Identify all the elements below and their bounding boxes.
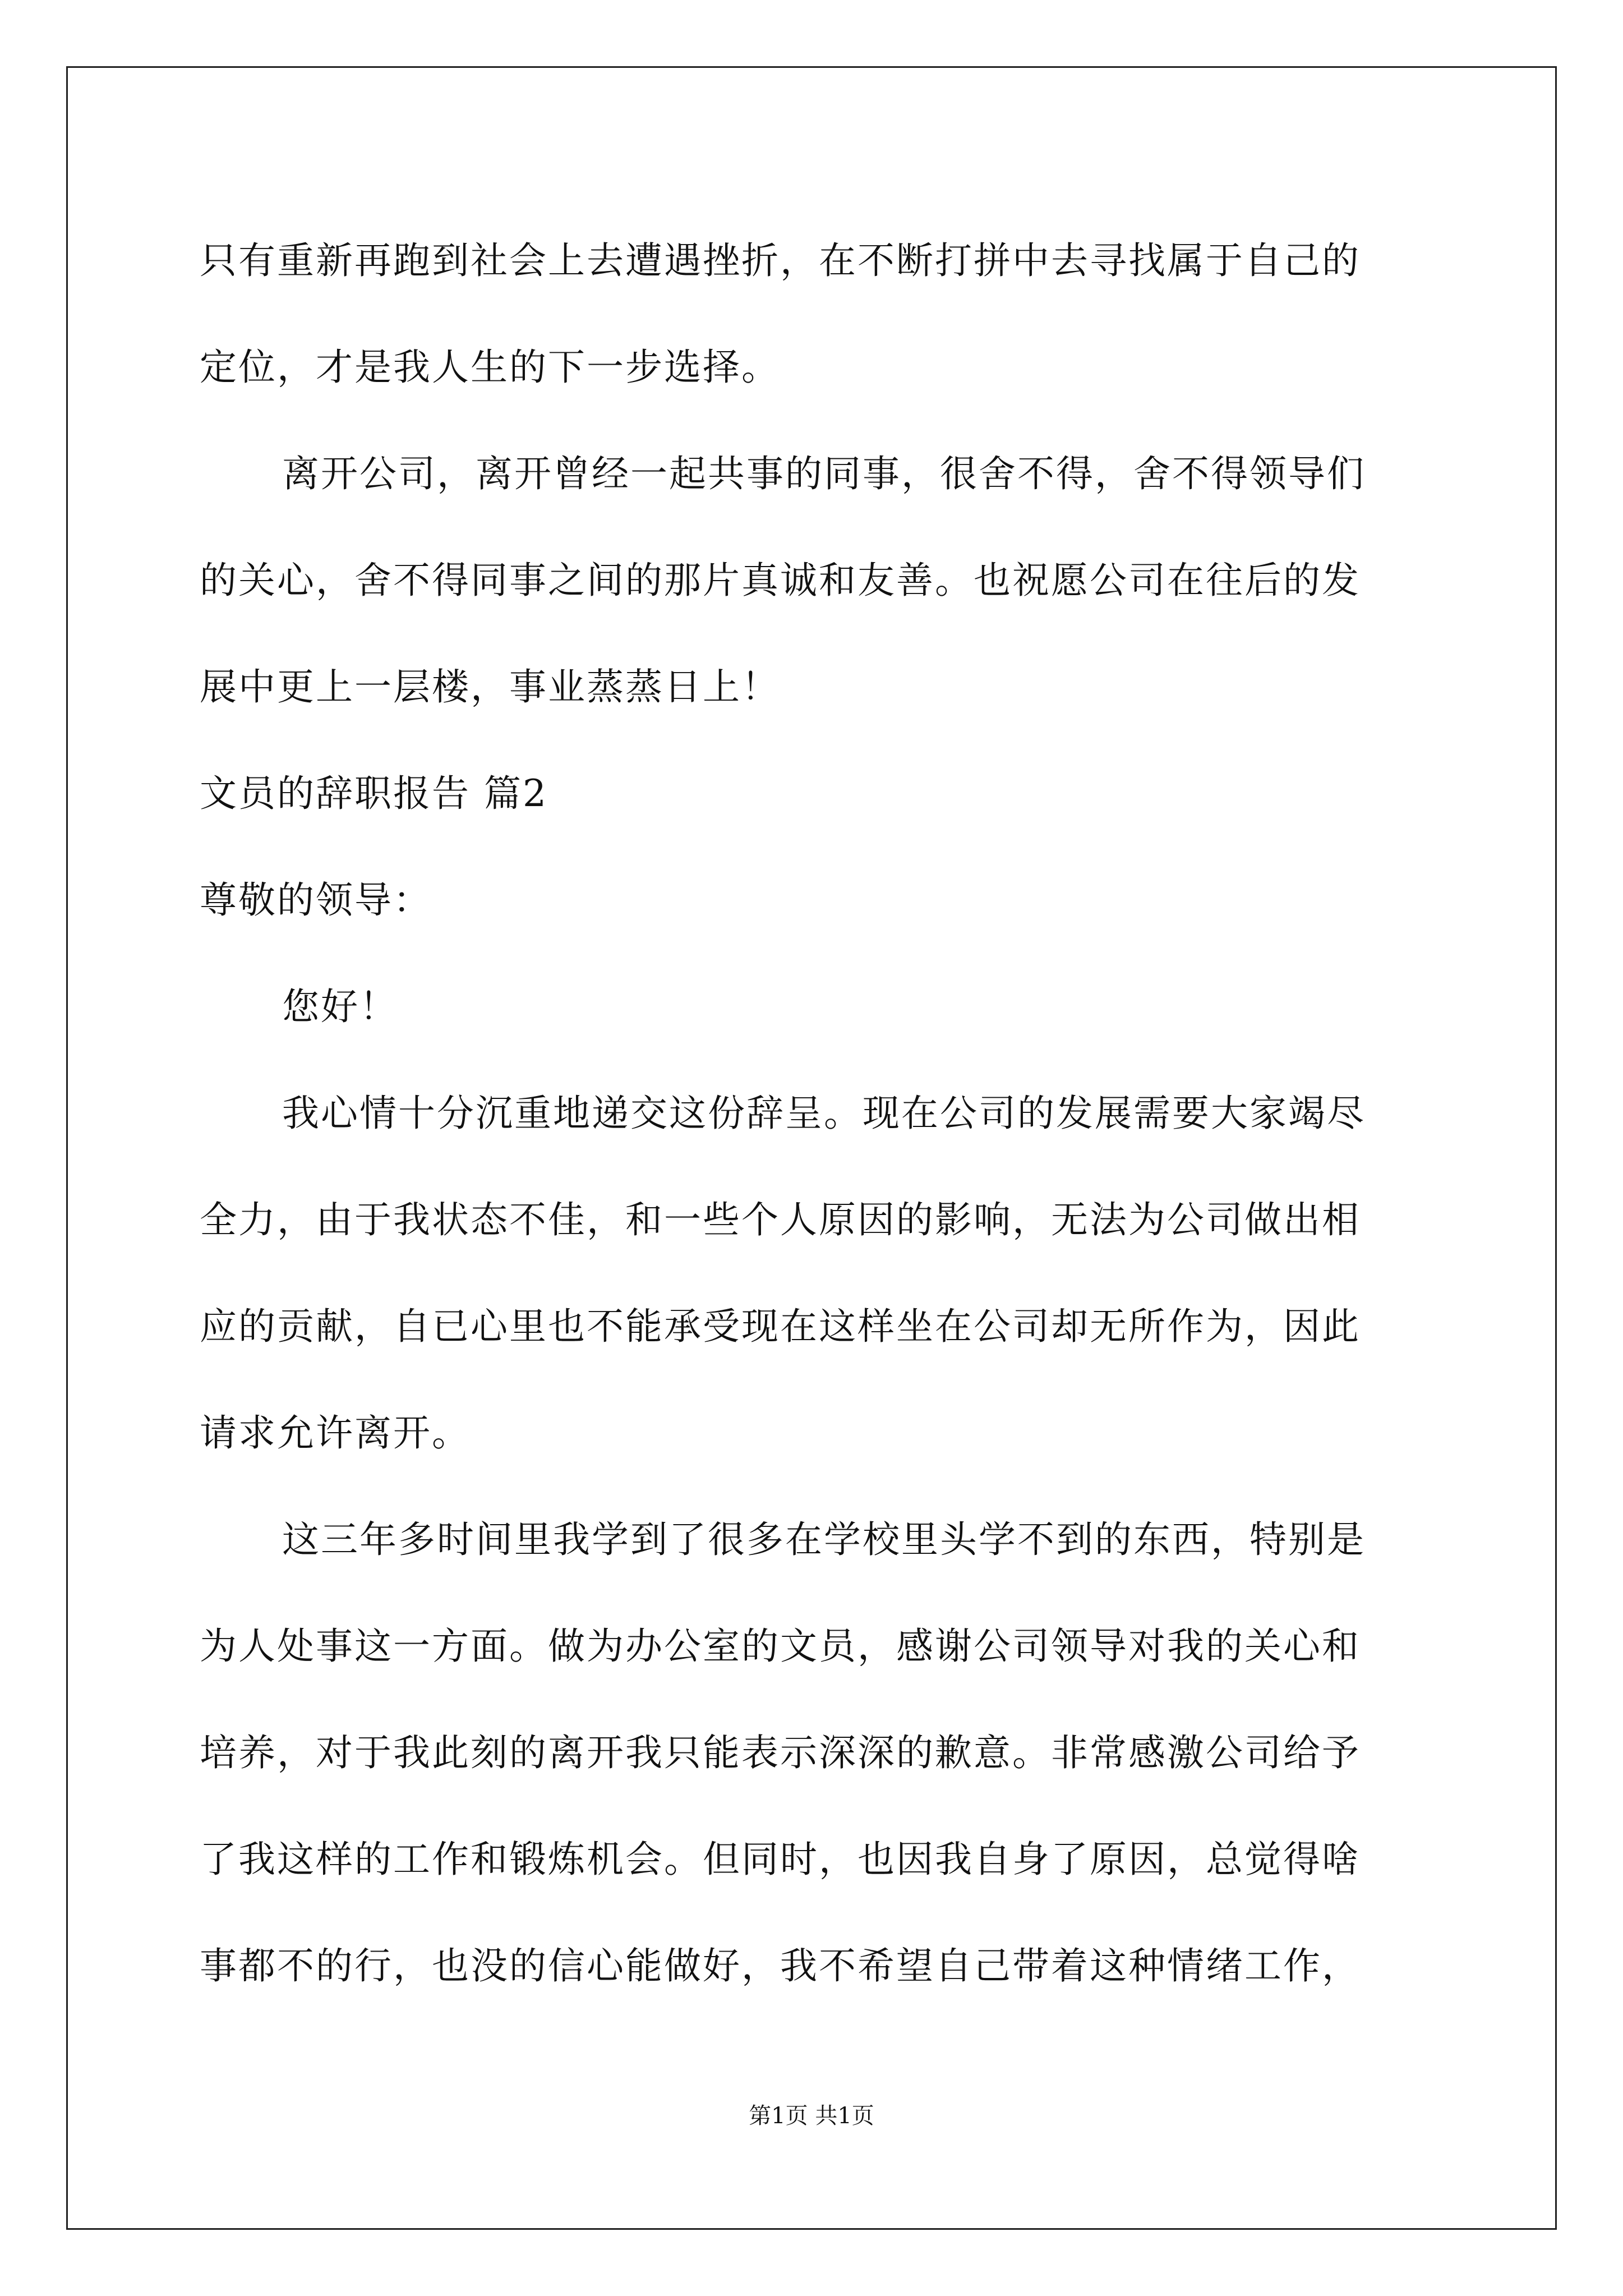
text-line: 展中更上一层楼，事业蒸蒸日上！ — [200, 665, 780, 708]
paragraph-start: 我心情十分沉重地递交这份辞呈。现在公司的发展需要大家竭尽 — [282, 1092, 1366, 1135]
text-line: 应的贡献，自已心里也不能承受现在这样坐在公司却无所作为，因此 — [200, 1305, 1361, 1348]
text-line: 培养，对于我此刻的离开我只能表示深深的歉意。非常感激公司给予 — [200, 1731, 1361, 1774]
text-line: 了我这样的工作和锻炼机会。但同时，也因我自身了原因，总觉得啥 — [200, 1838, 1361, 1881]
page-number: 第1页 共1页 — [749, 2103, 874, 2129]
section-heading: 文员的辞职报告 篇2 — [200, 772, 548, 815]
text-line: 只有重新再跑到社会上去遭遇挫折，在不断打拼中去寻找属于自己的 — [200, 239, 1361, 282]
document-body — [200, 208, 1433, 2019]
page-footer — [0, 2099, 1623, 2133]
text-line: 请求允许离开。 — [200, 1411, 471, 1455]
paragraph-start: 离开公司，离开曾经一起共事的同事，很舍不得，舍不得领导们 — [282, 452, 1366, 495]
text-line: 定位，才是我人生的下一步选择。 — [200, 346, 780, 389]
paragraph-start: 这三年多时间里我学到了很多在学校里头学不到的东西，特别是 — [282, 1518, 1366, 1561]
text-line: 事都不的行，也没的信心能做好，我不希望自己带着这种情绪工作， — [200, 1944, 1361, 1987]
salutation: 尊敬的领导： — [200, 878, 432, 922]
greeting: 您好！ — [282, 985, 398, 1028]
text-line: 全力，由于我状态不佳，和一些个人原因的影响，无法为公司做出相 — [200, 1198, 1361, 1241]
text-line: 为人处事这一方面。做为办公室的文员，感谢公司领导对我的关心和 — [200, 1625, 1361, 1668]
text-line: 的关心，舍不得同事之间的那片真诚和友善。也祝愿公司在往后的发 — [200, 559, 1361, 602]
